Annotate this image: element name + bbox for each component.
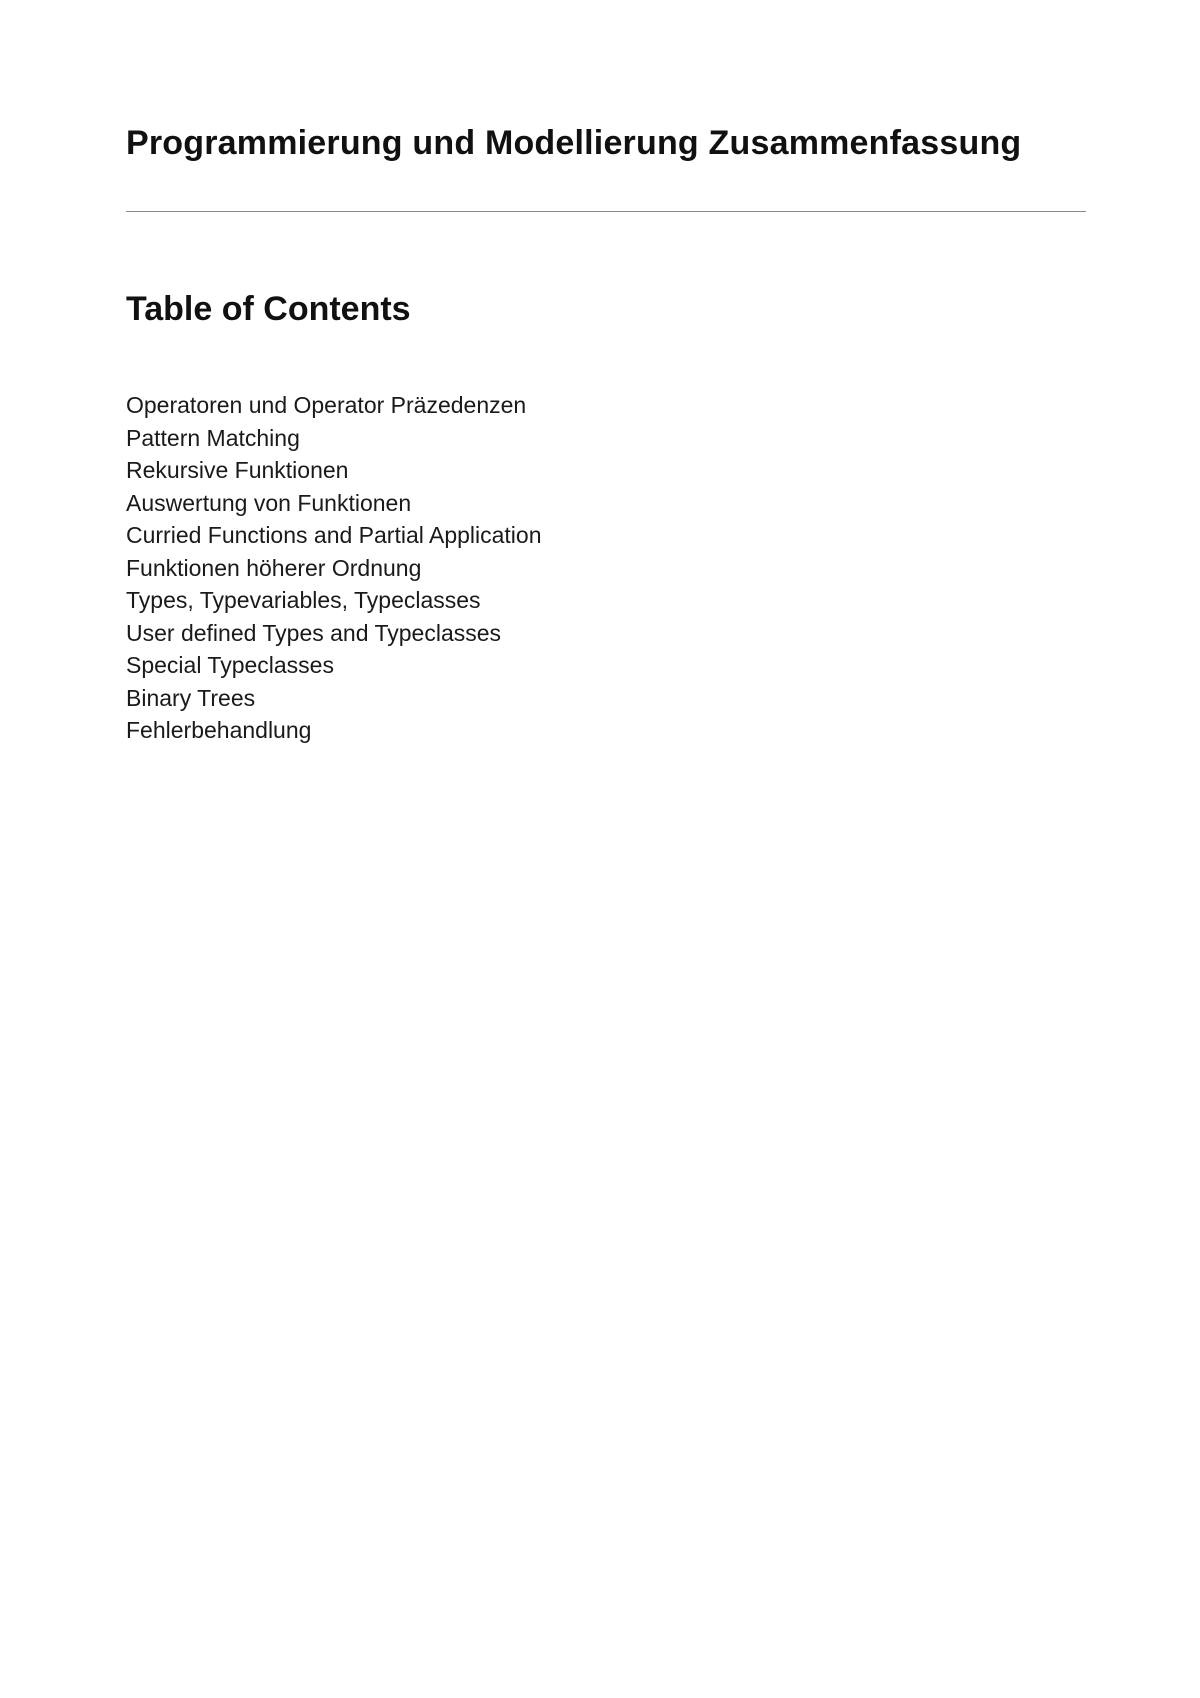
toc-item[interactable]: Curried Functions and Partial Application <box>126 522 542 548</box>
toc-item[interactable]: Binary Trees <box>126 684 256 711</box>
toc-item[interactable]: Rekursive Funktionen <box>126 457 349 483</box>
toc-item[interactable]: Funktionen höherer Ordnung <box>126 554 422 581</box>
toc-heading: Table of Contents <box>126 290 411 328</box>
document-title: Programmierung und Modellierung Zusammenfassung <box>126 124 1022 162</box>
toc-list <box>126 389 542 747</box>
toc-item[interactable]: Pattern Matching <box>126 424 300 451</box>
toc-item[interactable]: User defined Types and Typeclasses <box>126 619 502 646</box>
toc-item[interactable]: Types, Typevariables, Typeclasses <box>126 587 481 613</box>
toc-item[interactable]: Special Typeclasses <box>126 652 334 678</box>
title-divider <box>126 211 1086 212</box>
toc-item[interactable]: Fehlerbehandlung <box>126 717 312 743</box>
toc-item[interactable]: Operatoren und Operator Präzedenzen <box>126 392 527 418</box>
toc-item[interactable]: Auswertung von Funktionen <box>126 489 412 516</box>
